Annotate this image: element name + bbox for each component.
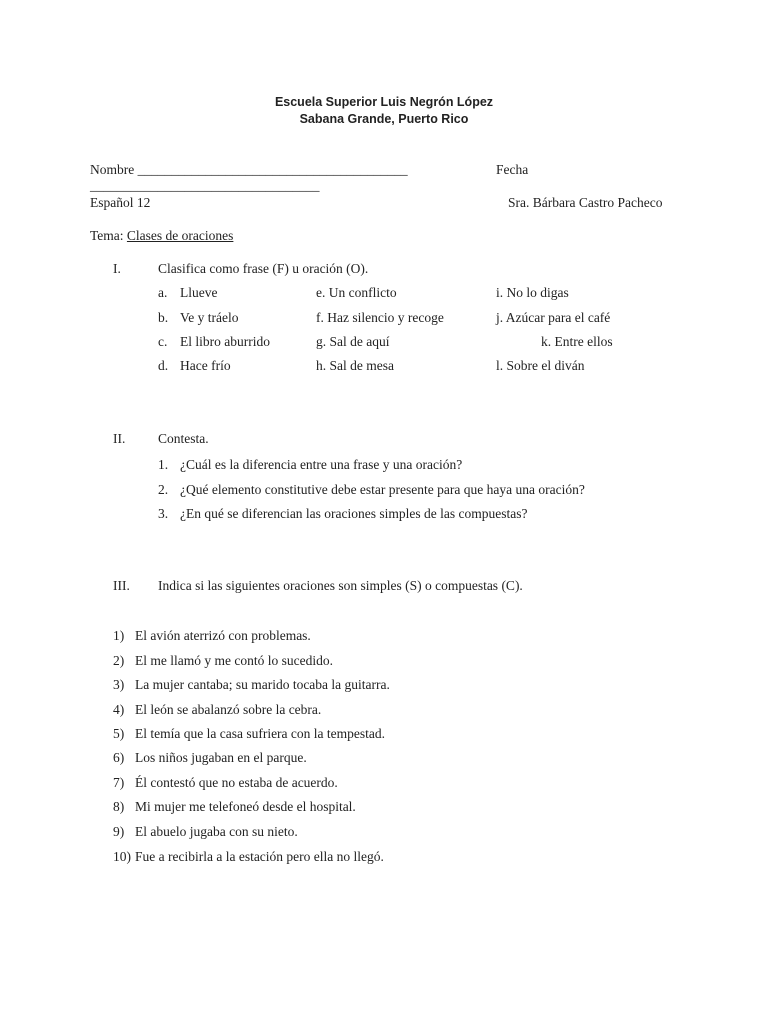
- question-number: 2.: [158, 482, 169, 497]
- section-1-instruction: Clasifica como frase (F) u oración (O).: [158, 261, 369, 276]
- sentence-number: 6): [113, 750, 125, 765]
- section-3-instruction: Indica si las siguientes oraciones son simples (S) o compuestas (C).: [158, 578, 523, 593]
- list-item: k. Entre ellos: [541, 334, 613, 349]
- question-number: 1.: [158, 457, 169, 472]
- question-text: ¿Cuál es la diferencia entre una frase y una oración?: [180, 457, 463, 472]
- sentence-number: 9): [113, 824, 125, 839]
- list-item: i. No lo digas: [496, 285, 569, 300]
- topic-title: Clases de oraciones: [126, 228, 234, 243]
- sentence-text: Él contestó que no estaba de acuerdo.: [135, 775, 338, 790]
- teacher-name: Sra. Bárbara Castro Pacheco: [508, 195, 663, 210]
- sentence-text: Mi mujer me telefoneó desde el hospital.: [135, 799, 356, 814]
- sentence-text: El avión aterrizó con problemas.: [135, 628, 311, 643]
- sentence-text: Los niños jugaban en el parque.: [135, 750, 307, 765]
- sentence-number: 8): [113, 799, 125, 814]
- list-item-text: El libro aburrido: [180, 334, 270, 349]
- list-item: f. Haz silencio y recoge: [316, 310, 444, 325]
- list-item: g. Sal de aquí: [316, 334, 390, 349]
- section-1-number: I.: [113, 261, 121, 276]
- sentence-number: 5): [113, 726, 125, 741]
- list-item-text: Hace frío: [180, 358, 231, 373]
- sentence-text: El león se abalanzó sobre la cebra.: [135, 702, 322, 717]
- question-text: ¿Qué elemento constitutive debe estar presente para que haya una oración?: [180, 482, 585, 497]
- date-label: Fecha: [496, 162, 529, 177]
- section-2-number: II.: [113, 431, 126, 446]
- question-number: 3.: [158, 506, 169, 521]
- list-item-text: Llueve: [180, 285, 218, 300]
- sentence-number: 4): [113, 702, 125, 717]
- name-line: ________________________________________: [137, 162, 408, 177]
- question-text: ¿En qué se diferencian las oraciones simples de las compuestas?: [180, 506, 528, 521]
- section-3-number: III.: [113, 578, 130, 593]
- list-item-letter: c.: [158, 334, 168, 349]
- sentence-text: El me llamó y me contó lo sucedido.: [135, 653, 333, 668]
- list-item: j. Azúcar para el café: [496, 310, 611, 325]
- list-item: e. Un conflicto: [316, 285, 397, 300]
- list-item-letter: a.: [158, 285, 168, 300]
- school-location: Sabana Grande, Puerto Rico: [299, 112, 469, 126]
- school-name: Escuela Superior Luis Negrón López: [274, 95, 494, 109]
- sentence-text: El abuelo jugaba con su nieto.: [135, 824, 298, 839]
- list-item-letter: b.: [158, 310, 169, 325]
- list-item-letter: d.: [158, 358, 169, 373]
- name-label: Nombre: [90, 162, 135, 177]
- name-line-continued: __________________________________: [90, 178, 320, 193]
- sentence-number: 1): [113, 628, 125, 643]
- course-label: Español 12: [90, 195, 151, 210]
- list-item: l. Sobre el diván: [496, 358, 585, 373]
- sentence-text: El temía que la casa sufriera con la tempestad.: [135, 726, 386, 741]
- name-field: [90, 162, 408, 178]
- sentence-number: 2): [113, 653, 125, 668]
- topic-label: Tema:: [90, 228, 124, 243]
- sentence-number: 7): [113, 775, 125, 790]
- section-2-instruction: Contesta.: [158, 431, 209, 446]
- list-item-text: Ve y tráelo: [180, 310, 239, 325]
- topic-line: [90, 228, 233, 244]
- sentence-number: 3): [113, 677, 125, 692]
- sentence-number: 10): [113, 849, 131, 864]
- sentence-text: La mujer cantaba; su marido tocaba la guitarra.: [135, 677, 390, 692]
- sentence-text: Fue a recibirla a la estación pero ella no llegó.: [135, 849, 384, 864]
- list-item: h. Sal de mesa: [316, 358, 394, 373]
